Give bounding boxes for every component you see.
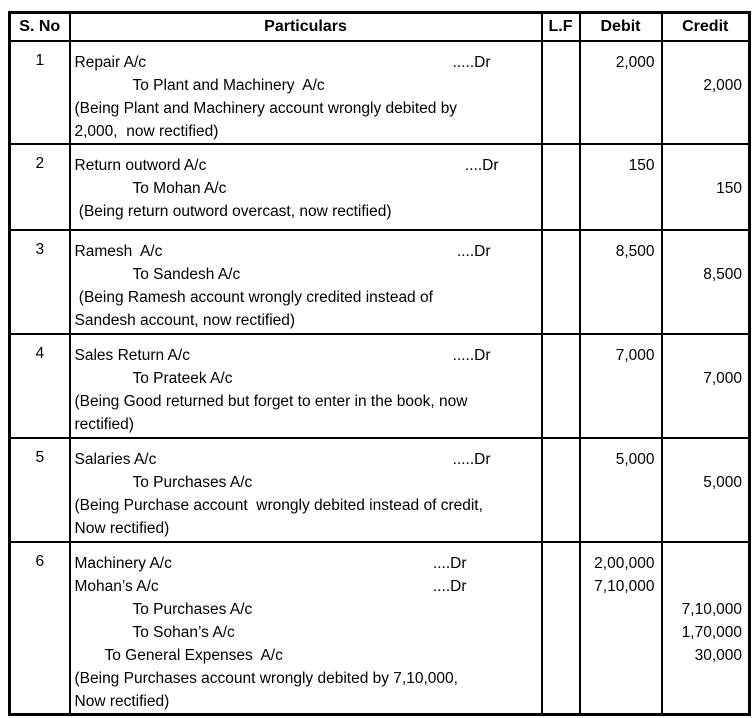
header-row <box>10 13 750 42</box>
amount-line-empty <box>581 471 655 494</box>
debit-cell <box>580 230 662 334</box>
debit-amount: 5,000 <box>615 451 655 468</box>
amount-line-empty <box>663 413 743 436</box>
journal-entry-row <box>10 438 750 542</box>
credit-amount: 5,000 <box>703 474 742 491</box>
line-text: To Purchases A/c <box>132 601 253 618</box>
account-line <box>75 471 537 494</box>
journal-table-header <box>10 13 750 42</box>
lf-cell <box>542 230 580 334</box>
debit-cell <box>580 41 662 144</box>
sno-cell: 6 <box>10 542 70 715</box>
lf-cell <box>542 144 580 230</box>
credit-amount: 7,10,000 <box>681 601 742 618</box>
amount-line-empty <box>663 344 743 367</box>
amount-line-empty <box>663 200 743 223</box>
line-text: Sandesh account, now rectified) <box>74 312 296 329</box>
narration-line <box>75 494 537 517</box>
account-line <box>75 240 537 263</box>
credit-amount: 30,000 <box>694 647 742 664</box>
amount-line-empty <box>663 240 743 263</box>
line-text: (Being Plant and Machinery account wrongly debited by <box>74 100 458 117</box>
amount-line-empty <box>581 390 655 413</box>
particulars-cell <box>70 334 542 438</box>
credit-cell <box>662 230 750 334</box>
amount-line-empty <box>581 413 655 436</box>
line-text: rectified) <box>74 416 134 433</box>
amount-line-empty <box>663 517 743 540</box>
amount-line-empty <box>581 667 655 690</box>
line-text: Mohan’s A/c <box>74 578 159 595</box>
col-header-lf: L.F <box>542 13 580 42</box>
line-text: To Purchases A/c <box>132 474 253 491</box>
dr-label: ....Dr <box>432 555 467 572</box>
account-line <box>75 74 537 97</box>
dr-label: ....Dr <box>456 243 491 260</box>
amount-line-empty <box>663 120 743 143</box>
amount-line-empty <box>581 309 655 332</box>
amount-line-empty <box>663 286 743 309</box>
amount-line-empty <box>581 200 655 223</box>
amount-line-empty <box>581 598 655 621</box>
journal-entry-row <box>10 144 750 230</box>
line-text: Sales Return A/c <box>74 347 190 364</box>
amount-line-empty <box>663 309 743 332</box>
line-text: To General Expenses A/c <box>104 647 283 664</box>
dr-label: ....Dr <box>464 157 499 174</box>
narration-line <box>75 286 537 309</box>
line-text: Now rectified) <box>74 520 170 537</box>
account-line <box>75 344 537 367</box>
credit-cell <box>662 542 750 715</box>
amount-line-empty <box>663 154 743 177</box>
particulars-cell <box>70 230 542 334</box>
line-text: Salaries A/c <box>74 451 157 468</box>
journal-entry-row <box>10 334 750 438</box>
debit-amount: 2,000 <box>615 54 655 71</box>
credit-amount: 1,70,000 <box>681 624 742 641</box>
account-line <box>75 448 537 471</box>
line-text: Now rectified) <box>74 693 170 710</box>
line-text: (Being Purchases account wrongly debited by 7,10,000, <box>74 670 458 687</box>
col-header-sno: S. No <box>10 13 70 42</box>
sno-cell: 1 <box>10 41 70 144</box>
account-line <box>75 598 537 621</box>
account-line <box>75 263 537 286</box>
amount-line-empty <box>663 494 743 517</box>
particulars-cell <box>70 144 542 230</box>
amount-line-empty <box>581 177 655 200</box>
narration-line <box>75 690 537 713</box>
credit-cell <box>662 334 750 438</box>
credit-amount: 8,500 <box>703 266 742 283</box>
line-text: (Being return outword overcast, now rectified) <box>74 203 392 220</box>
narration-line <box>75 667 537 690</box>
narration-line <box>75 97 537 120</box>
col-header-debit: Debit <box>580 13 662 42</box>
amount-line-empty <box>663 667 743 690</box>
amount-line-empty <box>663 552 743 575</box>
amount-line-empty <box>663 690 743 713</box>
credit-cell <box>662 144 750 230</box>
line-text: Ramesh A/c <box>74 243 163 260</box>
amount-line-empty <box>581 367 655 390</box>
amount-line-empty <box>581 97 655 120</box>
lf-cell <box>542 41 580 144</box>
debit-amount: 8,500 <box>615 243 655 260</box>
account-line <box>75 177 537 200</box>
line-text: To Sandesh A/c <box>132 266 241 283</box>
amount-line-empty <box>581 690 655 713</box>
lf-cell <box>542 542 580 715</box>
particulars-cell <box>70 438 542 542</box>
col-header-particulars: Particulars <box>70 13 542 42</box>
journal-entry-row <box>10 230 750 334</box>
line-text: To Plant and Machinery A/c <box>132 77 325 94</box>
credit-amount: 7,000 <box>703 370 742 387</box>
amount-line-empty <box>581 517 655 540</box>
amount-line-empty <box>663 51 743 74</box>
amount-line-empty <box>663 448 743 471</box>
sno-cell: 5 <box>10 438 70 542</box>
debit-amount: 7,000 <box>615 347 655 364</box>
debit-amount: 150 <box>628 157 655 174</box>
particulars-cell <box>70 542 542 715</box>
credit-cell <box>662 438 750 542</box>
line-text: To Sohan’s A/c <box>132 624 235 641</box>
account-line <box>75 51 537 74</box>
line-text: (Being Good returned but forget to enter in the book, now <box>74 393 468 410</box>
amount-line-empty <box>581 621 655 644</box>
particulars-cell <box>70 41 542 144</box>
account-line <box>75 575 537 598</box>
amount-line-empty <box>663 390 743 413</box>
lf-cell <box>542 438 580 542</box>
amount-line-empty <box>581 644 655 667</box>
line-text: To Mohan A/c <box>132 180 227 197</box>
narration-line <box>75 517 537 540</box>
sno-cell: 3 <box>10 230 70 334</box>
dr-label: .....Dr <box>452 54 491 71</box>
amount-line-empty <box>581 286 655 309</box>
debit-cell <box>580 542 662 715</box>
line-text: 2,000, now rectified) <box>74 123 219 140</box>
debit-amount: 2,00,000 <box>594 555 655 572</box>
account-line <box>75 367 537 390</box>
col-header-credit: Credit <box>662 13 750 42</box>
amount-line-empty <box>581 74 655 97</box>
narration-line <box>75 200 537 223</box>
amount-line-empty <box>663 97 743 120</box>
debit-cell <box>580 438 662 542</box>
dr-label: .....Dr <box>452 451 491 468</box>
narration-line <box>75 120 537 143</box>
amount-line-empty <box>581 263 655 286</box>
amount-line-empty <box>581 120 655 143</box>
amount-line-empty <box>581 494 655 517</box>
account-line <box>75 154 537 177</box>
dr-label: .....Dr <box>452 347 491 364</box>
line-text: Return outword A/c <box>74 157 207 174</box>
narration-line <box>75 413 537 436</box>
debit-amount: 7,10,000 <box>594 578 655 595</box>
account-line <box>75 552 537 575</box>
journal-entry-row <box>10 41 750 144</box>
narration-line <box>75 390 537 413</box>
lf-cell <box>542 334 580 438</box>
debit-cell <box>580 144 662 230</box>
credit-amount: 2,000 <box>703 77 742 94</box>
narration-line <box>75 309 537 332</box>
journal-entry-row <box>10 542 750 715</box>
credit-amount: 150 <box>716 180 742 197</box>
line-text: (Being Ramesh account wrongly credited instead of <box>74 289 433 306</box>
account-line <box>75 644 537 667</box>
sno-cell: 4 <box>10 334 70 438</box>
credit-cell <box>662 41 750 144</box>
line-text: To Prateek A/c <box>132 370 233 387</box>
dr-label: ....Dr <box>432 578 467 595</box>
line-text: (Being Purchase account wrongly debited instead of credit, <box>74 497 483 514</box>
line-text: Repair A/c <box>74 54 147 71</box>
journal-table <box>8 11 751 716</box>
sno-cell: 2 <box>10 144 70 230</box>
amount-line-empty <box>663 575 743 598</box>
line-text: Machinery A/c <box>74 555 172 572</box>
journal-table-body <box>10 41 750 715</box>
debit-cell <box>580 334 662 438</box>
account-line <box>75 621 537 644</box>
